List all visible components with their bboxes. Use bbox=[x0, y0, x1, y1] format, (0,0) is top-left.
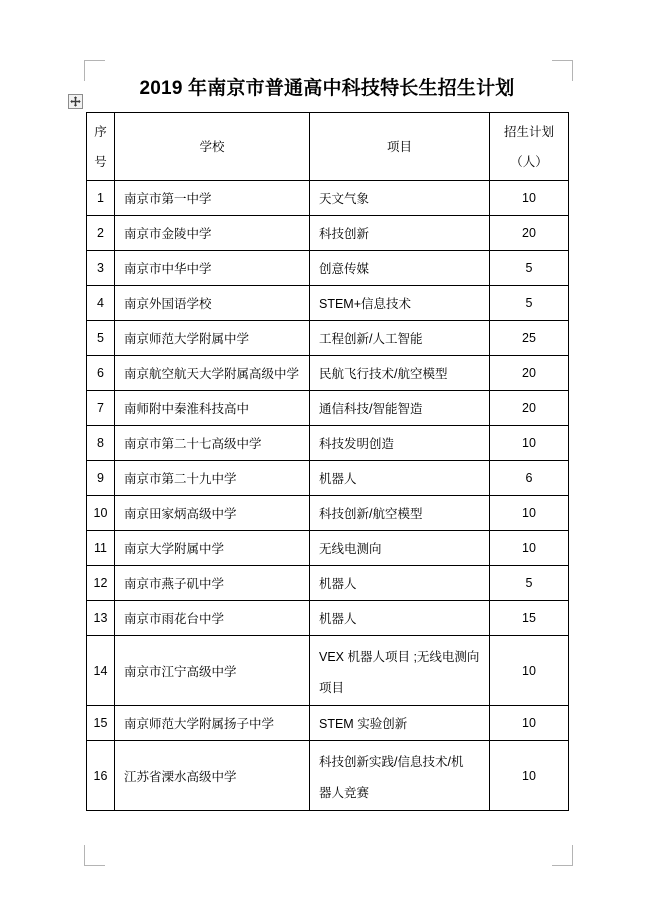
margin-mark-bottom-right bbox=[552, 845, 573, 866]
table-row bbox=[87, 566, 569, 601]
cell-quota: 10 bbox=[490, 636, 569, 706]
column-header-school: 学校 bbox=[115, 113, 310, 181]
table-body bbox=[87, 181, 569, 811]
cell-school: 南京市燕子矶中学 bbox=[115, 566, 310, 601]
cell-index: 13 bbox=[87, 601, 115, 636]
table-row bbox=[87, 391, 569, 426]
cell-school: 南京市第二十九中学 bbox=[115, 461, 310, 496]
cell-project-line1: 科技创新实践/信息技术/机 bbox=[319, 754, 464, 769]
cell-school: 南京航空航天大学附属高级中学 bbox=[115, 356, 310, 391]
cell-quota: 5 bbox=[490, 286, 569, 321]
cell-project-line2: 项目 bbox=[319, 680, 345, 695]
cell-school: 南京市金陵中学 bbox=[115, 216, 310, 251]
margin-mark-bottom-left bbox=[84, 845, 105, 866]
cell-school: 南京市江宁高级中学 bbox=[115, 636, 310, 706]
cell-project: 科技创新 bbox=[310, 216, 490, 251]
cell-index: 4 bbox=[87, 286, 115, 321]
cell-project: 科技创新/航空模型 bbox=[310, 496, 490, 531]
cell-project-line2: 器人竞赛 bbox=[319, 785, 370, 800]
table-move-handle[interactable] bbox=[68, 94, 83, 109]
cell-quota: 10 bbox=[490, 531, 569, 566]
cell-school: 江苏省溧水高级中学 bbox=[115, 741, 310, 811]
cell-project bbox=[310, 741, 490, 811]
table-header bbox=[87, 113, 569, 181]
table-header-row bbox=[87, 113, 569, 181]
cell-school: 南京外国语学校 bbox=[115, 286, 310, 321]
cell-quota: 20 bbox=[490, 391, 569, 426]
cell-school: 南师附中秦淮科技高中 bbox=[115, 391, 310, 426]
column-header-index-line1: 序 bbox=[94, 124, 107, 139]
cell-quota: 6 bbox=[490, 461, 569, 496]
cell-quota: 20 bbox=[490, 356, 569, 391]
cell-index: 5 bbox=[87, 321, 115, 356]
column-header-project: 项目 bbox=[310, 113, 490, 181]
cell-project: 天文气象 bbox=[310, 181, 490, 216]
cell-index: 14 bbox=[87, 636, 115, 706]
cell-index: 15 bbox=[87, 706, 115, 741]
cell-project: 机器人 bbox=[310, 566, 490, 601]
table-row bbox=[87, 461, 569, 496]
table-row bbox=[87, 741, 569, 811]
cell-project-line1: VEX 机器人项目 ;无线电测向 bbox=[319, 649, 480, 664]
table-row bbox=[87, 321, 569, 356]
cell-project: STEM 实验创新 bbox=[310, 706, 490, 741]
cell-project: 创意传媒 bbox=[310, 251, 490, 286]
cell-quota: 5 bbox=[490, 566, 569, 601]
cell-quota: 5 bbox=[490, 251, 569, 286]
column-header-quota-line2: （人） bbox=[510, 154, 548, 169]
table-row bbox=[87, 706, 569, 741]
cell-index: 6 bbox=[87, 356, 115, 391]
admission-plan-table bbox=[86, 112, 569, 811]
cell-quota: 20 bbox=[490, 216, 569, 251]
cell-project: STEM+信息技术 bbox=[310, 286, 490, 321]
table-row bbox=[87, 216, 569, 251]
cell-quota: 10 bbox=[490, 741, 569, 811]
cell-quota: 15 bbox=[490, 601, 569, 636]
cell-school: 南京田家炳高级中学 bbox=[115, 496, 310, 531]
table-row bbox=[87, 356, 569, 391]
move-cross-icon bbox=[70, 96, 81, 107]
cell-project: 通信科技/智能智造 bbox=[310, 391, 490, 426]
page-title: 2019 年南京市普通高中科技特长生招生计划 bbox=[139, 78, 515, 99]
cell-quota: 10 bbox=[490, 426, 569, 461]
table-row bbox=[87, 601, 569, 636]
cell-project: 机器人 bbox=[310, 461, 490, 496]
cell-school: 南京市第一中学 bbox=[115, 181, 310, 216]
table-row bbox=[87, 496, 569, 531]
cell-quota: 10 bbox=[490, 496, 569, 531]
column-header-quota-line1: 招生计划 bbox=[503, 124, 554, 139]
cell-project bbox=[310, 636, 490, 706]
cell-school: 南京市中华中学 bbox=[115, 251, 310, 286]
cell-quota: 10 bbox=[490, 181, 569, 216]
cell-index: 3 bbox=[87, 251, 115, 286]
cell-school: 南京师范大学附属扬子中学 bbox=[115, 706, 310, 741]
table-row bbox=[87, 426, 569, 461]
column-header-quota bbox=[490, 113, 569, 181]
table-row bbox=[87, 251, 569, 286]
table-row bbox=[87, 286, 569, 321]
cell-index: 7 bbox=[87, 391, 115, 426]
cell-quota: 10 bbox=[490, 706, 569, 741]
cell-school: 南京市第二十七高级中学 bbox=[115, 426, 310, 461]
cell-school: 南京师范大学附属中学 bbox=[115, 321, 310, 356]
cell-school: 南京市雨花台中学 bbox=[115, 601, 310, 636]
cell-project: 工程创新/人工智能 bbox=[310, 321, 490, 356]
cell-index: 1 bbox=[87, 181, 115, 216]
cell-index: 10 bbox=[87, 496, 115, 531]
cell-index: 2 bbox=[87, 216, 115, 251]
table-row bbox=[87, 636, 569, 706]
cell-index: 12 bbox=[87, 566, 115, 601]
table-row bbox=[87, 531, 569, 566]
cell-project: 科技发明创造 bbox=[310, 426, 490, 461]
cell-index: 11 bbox=[87, 531, 115, 566]
cell-index: 16 bbox=[87, 741, 115, 811]
cell-index: 8 bbox=[87, 426, 115, 461]
cell-project: 民航飞行技术/航空模型 bbox=[310, 356, 490, 391]
column-header-index-line2: 号 bbox=[94, 154, 107, 169]
cell-school: 南京大学附属中学 bbox=[115, 531, 310, 566]
cell-project: 无线电测向 bbox=[310, 531, 490, 566]
column-header-index bbox=[87, 113, 115, 181]
table-row bbox=[87, 181, 569, 216]
cell-project: 机器人 bbox=[310, 601, 490, 636]
cell-index: 9 bbox=[87, 461, 115, 496]
cell-quota: 25 bbox=[490, 321, 569, 356]
